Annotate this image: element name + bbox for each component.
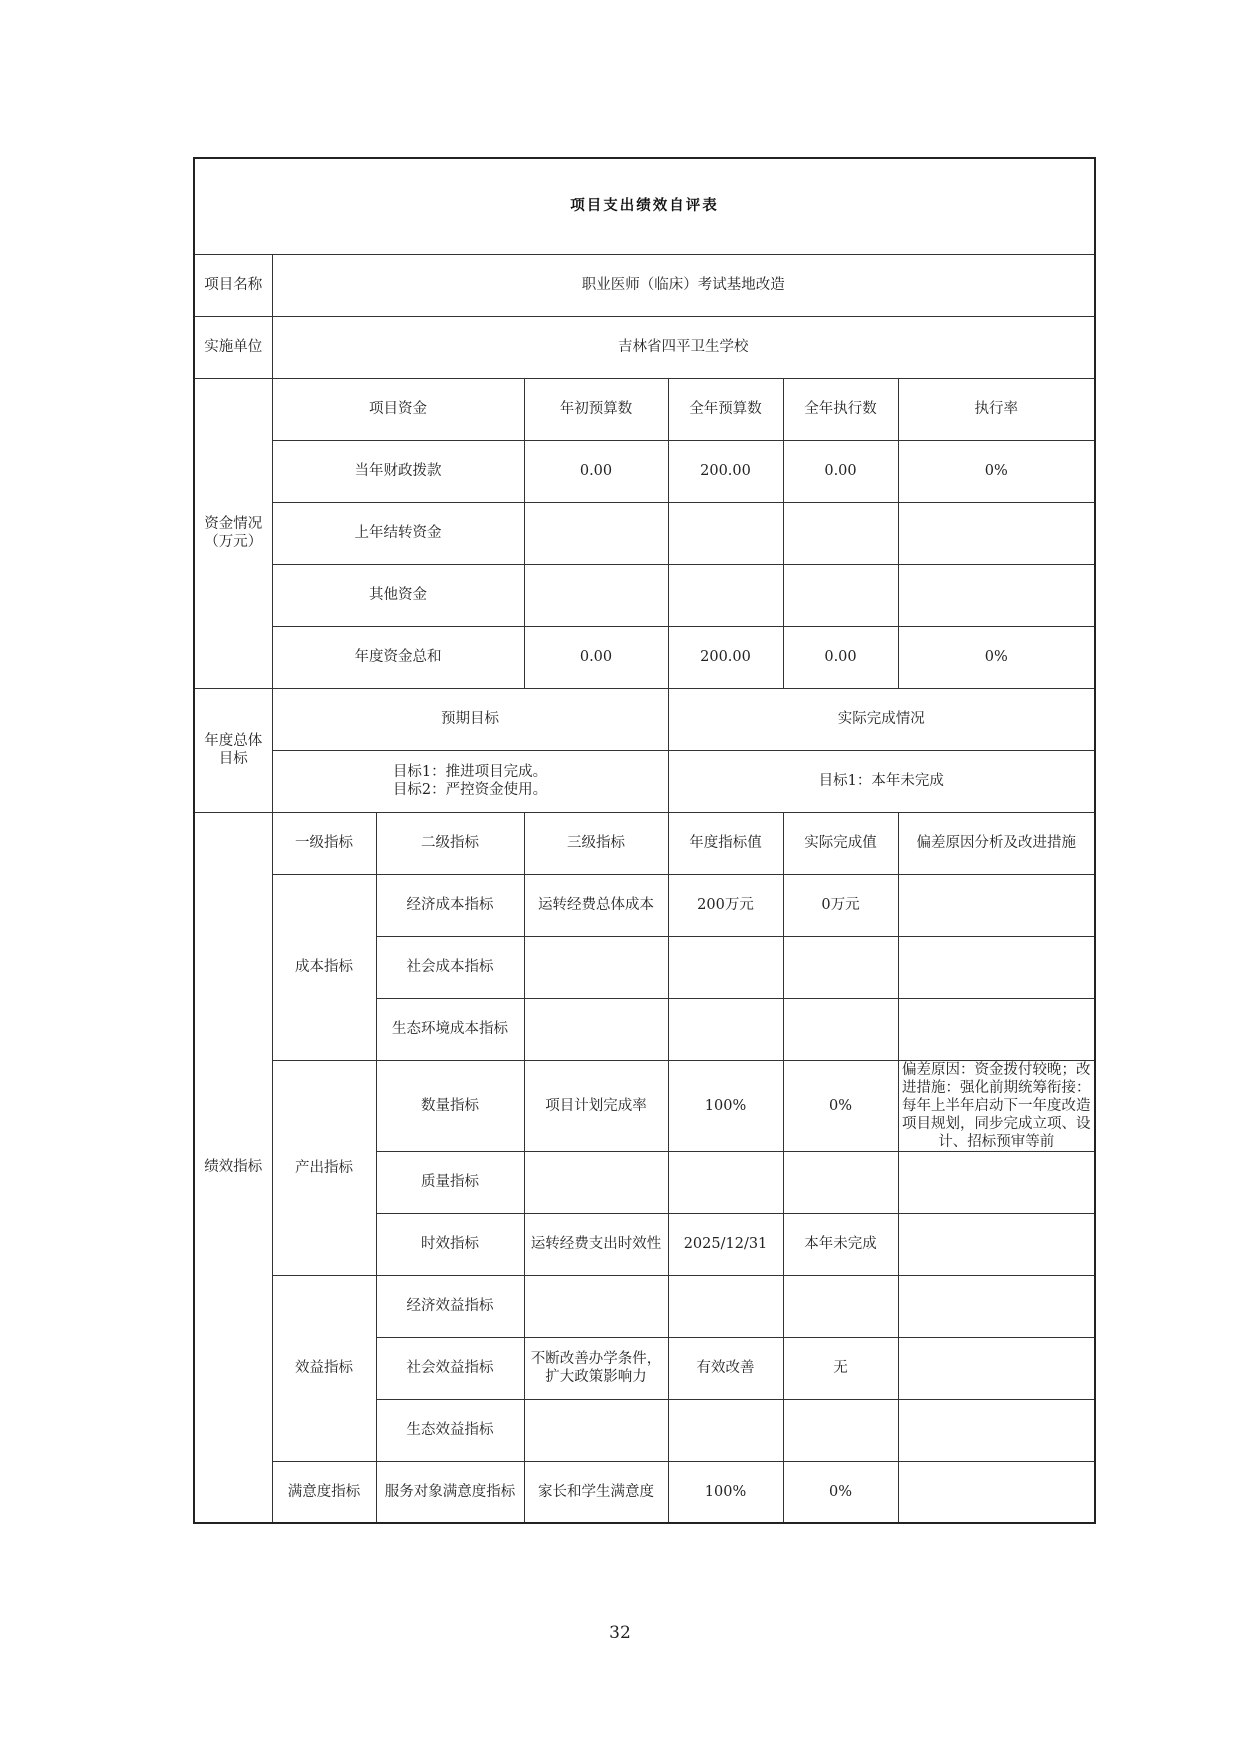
funds-cell [783, 502, 898, 564]
actual-cell [783, 1151, 898, 1213]
funds-cell [783, 564, 898, 626]
note-cell [898, 998, 1095, 1060]
target-cell: 2025/12/31 [668, 1213, 783, 1275]
funds-cell [524, 564, 668, 626]
project-name-value: 职业医师（临床）考试基地改造 [272, 254, 1095, 316]
funds-cell [898, 564, 1095, 626]
level3-cell [524, 1399, 668, 1461]
level1-satisfaction: 满意度指标 [272, 1461, 376, 1523]
goals-expected-header: 预期目标 [272, 688, 668, 750]
target-cell [668, 1399, 783, 1461]
funds-cell: 0.00 [783, 626, 898, 688]
funds-row-name: 上年结转资金 [272, 502, 524, 564]
target-cell [668, 1151, 783, 1213]
note-cell [898, 1151, 1095, 1213]
actual-cell [783, 1275, 898, 1337]
actual-cell [783, 998, 898, 1060]
funds-row-name: 当年财政拨款 [272, 440, 524, 502]
actual-cell: 无 [783, 1337, 898, 1399]
actual-cell [783, 936, 898, 998]
goals-expected-value [272, 750, 668, 812]
funds-cell [668, 502, 783, 564]
level3-cell: 运转经费支出时效性 [524, 1213, 668, 1275]
ind-header-note: 偏差原因分析及改进措施 [898, 812, 1095, 874]
level1-output: 产出指标 [272, 1060, 376, 1275]
form-title: 项目支出绩效自评表 [194, 158, 1095, 254]
funds-cell: 0.00 [783, 440, 898, 502]
note-cell [898, 1461, 1095, 1523]
goal-2: 目标2：严控资金使用。 [392, 782, 548, 798]
level2-cell: 数量指标 [376, 1060, 524, 1151]
funds-cell: 200.00 [668, 440, 783, 502]
target-cell: 100% [668, 1060, 783, 1151]
ind-header-level2: 二级指标 [376, 812, 524, 874]
funds-header-initial-budget: 年初预算数 [524, 378, 668, 440]
level2-cell: 时效指标 [376, 1213, 524, 1275]
actual-cell: 0万元 [783, 874, 898, 936]
level2-cell: 社会效益指标 [376, 1337, 524, 1399]
performance-evaluation-table [193, 157, 1096, 1524]
funds-cell [898, 502, 1095, 564]
level2-cell: 经济成本指标 [376, 874, 524, 936]
actual-cell [783, 1399, 898, 1461]
level2-cell: 质量指标 [376, 1151, 524, 1213]
level3-cell [524, 1275, 668, 1337]
deviation-note: 偏差原因：资金拨付较晚；改进措施：强化前期统筹衔接：每年上半年启动下一年度改造项目规划，同步完成立项、设计、招标预审等前 [898, 1060, 1095, 1151]
funds-header-annual-budget: 全年预算数 [668, 378, 783, 440]
funds-header-source: 项目资金 [272, 378, 524, 440]
page-number: 32 [609, 1623, 631, 1643]
funds-cell: 0.00 [524, 626, 668, 688]
level2-cell: 经济效益指标 [376, 1275, 524, 1337]
level3-cell: 不断改善办学条件，扩大政策影响力 [524, 1337, 668, 1399]
implementing-unit-value: 吉林省四平卫生学校 [272, 316, 1095, 378]
note-cell [898, 874, 1095, 936]
funds-section-label [194, 378, 272, 688]
level1-benefit: 效益指标 [272, 1275, 376, 1461]
funds-label-line1: 资金情况 [204, 516, 263, 532]
actual-cell: 本年未完成 [783, 1213, 898, 1275]
goals-actual-header: 实际完成情况 [668, 688, 1095, 750]
target-cell: 100% [668, 1461, 783, 1523]
target-cell: 200万元 [668, 874, 783, 936]
ind-header-actual: 实际完成值 [783, 812, 898, 874]
goals-label-line1: 年度总体 [204, 733, 263, 749]
indicators-section-label: 绩效指标 [194, 812, 272, 1523]
target-cell: 有效改善 [668, 1337, 783, 1399]
actual-cell: 0% [783, 1060, 898, 1151]
level2-cell: 生态效益指标 [376, 1399, 524, 1461]
target-cell [668, 998, 783, 1060]
goals-label-line2: 目标 [218, 751, 248, 767]
note-cell [898, 1213, 1095, 1275]
note-cell [898, 936, 1095, 998]
goals-section-label [194, 688, 272, 812]
note-cell [898, 1337, 1095, 1399]
level2-cell: 生态环境成本指标 [376, 998, 524, 1060]
ind-header-target: 年度指标值 [668, 812, 783, 874]
note-cell [898, 1399, 1095, 1461]
funds-cell: 0% [898, 440, 1095, 502]
actual-cell: 0% [783, 1461, 898, 1523]
implementing-unit-label: 实施单位 [194, 316, 272, 378]
level2-cell: 社会成本指标 [376, 936, 524, 998]
level3-cell: 家长和学生满意度 [524, 1461, 668, 1523]
level2-cell: 服务对象满意度指标 [376, 1461, 524, 1523]
funds-label-line2: （万元） [204, 534, 263, 550]
target-cell [668, 936, 783, 998]
funds-cell: 0% [898, 626, 1095, 688]
level3-cell: 项目计划完成率 [524, 1060, 668, 1151]
funds-cell: 0.00 [524, 440, 668, 502]
funds-row-name: 年度资金总和 [272, 626, 524, 688]
target-cell [668, 1275, 783, 1337]
goal-1: 目标1：推进项目完成。 [392, 764, 548, 780]
funds-cell: 200.00 [668, 626, 783, 688]
level3-cell [524, 998, 668, 1060]
level3-cell: 运转经费总体成本 [524, 874, 668, 936]
funds-header-executed: 全年执行数 [783, 378, 898, 440]
note-cell [898, 1275, 1095, 1337]
level3-cell [524, 1151, 668, 1213]
funds-cell [524, 502, 668, 564]
goals-actual-value: 目标1：本年未完成 [668, 750, 1095, 812]
ind-header-level1: 一级指标 [272, 812, 376, 874]
funds-row-name: 其他资金 [272, 564, 524, 626]
funds-cell [668, 564, 783, 626]
funds-header-rate: 执行率 [898, 378, 1095, 440]
ind-header-level3: 三级指标 [524, 812, 668, 874]
level3-cell [524, 936, 668, 998]
level1-cost: 成本指标 [272, 874, 376, 1060]
project-name-label: 项目名称 [194, 254, 272, 316]
